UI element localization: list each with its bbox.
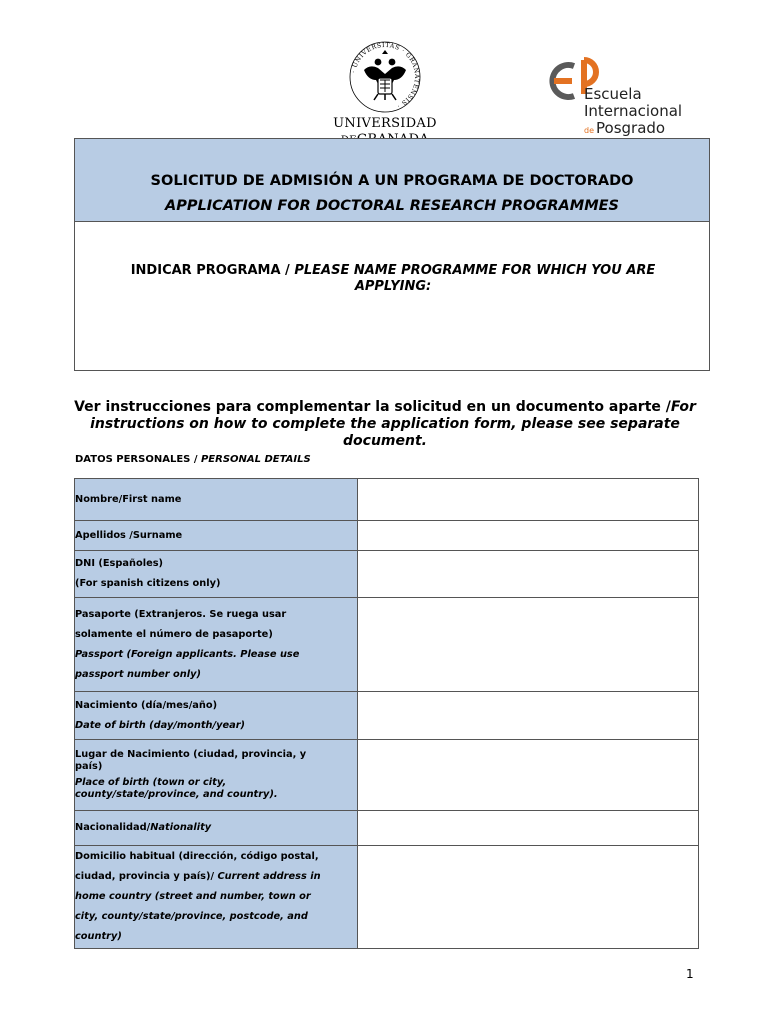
table-row xyxy=(75,551,699,598)
instructions-en: For instructions on how to complete the application form, please see separate document. xyxy=(90,399,696,449)
dni-input[interactable] xyxy=(358,551,699,598)
program-field[interactable] xyxy=(95,263,691,295)
university-seal-icon xyxy=(348,40,422,114)
field-label-nationality: Nacionalidad/Nationality xyxy=(75,811,358,846)
title-box xyxy=(74,138,710,371)
program-label-en: PLEASE NAME PROGRAMME FOR WHICH YOU ARE APPLYING: xyxy=(294,263,656,294)
date-of-birth-input[interactable] xyxy=(358,692,699,740)
table-row xyxy=(75,598,699,692)
address-input[interactable] xyxy=(358,846,699,949)
school-name-line1: Escuela xyxy=(584,85,642,103)
school-logo xyxy=(544,56,704,140)
section-title-es: DATOS PERSONALES / xyxy=(75,454,198,465)
passport-input[interactable] xyxy=(358,598,699,692)
field-label-date-of-birth: Nacimiento (día/mes/año) Date of birth (day/month/year) xyxy=(75,692,358,740)
first-name-input[interactable] xyxy=(358,479,699,521)
place-of-birth-input[interactable] xyxy=(358,740,699,811)
surname-input[interactable] xyxy=(358,521,699,551)
seal-text: · UNIVERSITAS · GRANATENSIS · xyxy=(350,41,421,110)
title-band xyxy=(75,139,709,222)
instructions-note xyxy=(70,399,700,450)
nationality-input[interactable] xyxy=(358,811,699,846)
page-number: 1 xyxy=(686,967,694,981)
personal-details-table xyxy=(74,478,699,949)
table-row xyxy=(75,811,699,846)
field-label-dni: DNI (Españoles) (For spanish citizens only) xyxy=(75,551,358,598)
section-heading xyxy=(75,454,311,465)
instructions-es: Ver instrucciones para complementar la solicitud en un documento aparte / xyxy=(74,399,671,415)
university-name-line1: UNIVERSIDAD xyxy=(333,116,437,131)
table-row xyxy=(75,846,699,949)
university-logo xyxy=(326,40,444,148)
section-title-en: PERSONAL DETAILS xyxy=(200,454,311,465)
table-row xyxy=(75,479,699,521)
program-label-es: INDICAR PROGRAMA / xyxy=(130,263,290,278)
field-label-address: Domicilio habitual (dirección, código postal, ciudad, provincia y país)/ Current address in home country (street and number, town or city, county/state/province, postcode, and country) xyxy=(75,846,358,949)
table-row xyxy=(75,521,699,551)
field-label-first-name: Nombre/First name xyxy=(75,479,358,521)
school-name-line3: de Posgrado xyxy=(584,119,666,137)
form-title-en: APPLICATION FOR DOCTORAL RESEARCH PROGRAMMES xyxy=(165,198,619,214)
field-label-place-of-birth: Lugar de Nacimiento (ciudad, provincia, y país) Place of birth (town or city, county/state/province, and country). xyxy=(75,740,358,811)
field-label-surname: Apellidos /Surname xyxy=(75,521,358,551)
school-name-line2: Internacional xyxy=(584,102,683,120)
form-title-es: SOLICITUD DE ADMISIÓN A UN PROGRAMA DE DOCTORADO xyxy=(150,173,634,189)
field-label-passport: Pasaporte (Extranjeros. Se ruega usar solamente el número de pasaporte) Passport (Foreign applicants. Please use passport number only) xyxy=(75,598,358,692)
table-row xyxy=(75,692,699,740)
table-row xyxy=(75,740,699,811)
